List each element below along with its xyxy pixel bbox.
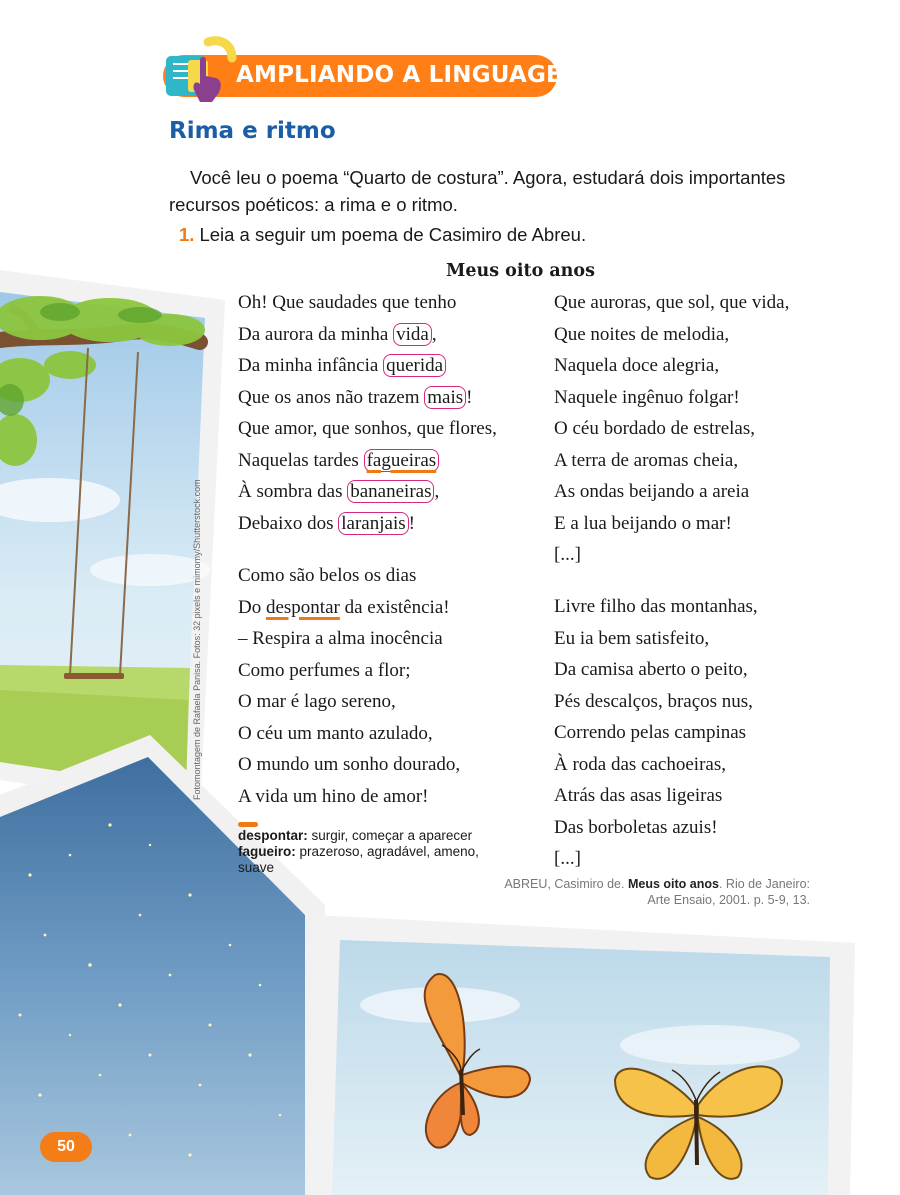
poem-line: Que amor, que sonhos, que flores, (238, 418, 497, 439)
poem-line: Que auroras, que sol, que vida, (554, 292, 790, 313)
poem-line: O mar é lago sereno, (238, 691, 396, 712)
glossary-word-despontar: despontar (265, 596, 340, 618)
poem-line: Naquelas tardes fagueiras (238, 445, 497, 477)
poem-line: E a lua beijando o mar! (554, 512, 732, 534)
poem-line: Da aurora da minha vida , (238, 323, 437, 345)
poem-line: O céu um manto azulado, (238, 722, 433, 744)
poem-stanza-2 (238, 560, 460, 812)
poem-line: Da camisa aberto o peito, (554, 659, 748, 680)
poem-line: Da minha infância querida (238, 350, 497, 382)
poem-line: O céu bordado de estrelas, (554, 418, 756, 439)
poem-line: Oh! Que saudades que tenho (238, 292, 457, 313)
poem-line: Debaixo dos laranjais ! (238, 512, 415, 534)
poem-line: As ondas beijando a areia (554, 481, 750, 502)
question-text: Leia a seguir um poema de Casimiro de Abreu. (199, 224, 587, 245)
poem-line: [...] (554, 848, 581, 869)
glossary-marker (238, 822, 258, 827)
poem-line: Do despontar da existência! (238, 596, 450, 618)
poem-line: Eu ia bem satisfeito, (554, 627, 710, 649)
glossary-entry-despontar: despontar: surgir, começar a aparecer (238, 828, 473, 843)
rhyme-word-querida: querida (383, 354, 446, 377)
rhyme-word-laranjais: laranjais (338, 512, 408, 535)
photo-credit: Fotomontagem de Rafaela Panisa. Fotos: 32 pixels e mimomy/Shutterstock.com (192, 479, 202, 800)
rhyme-word-fagueiras: fagueiras (364, 449, 440, 472)
page-number: 50 (40, 1132, 92, 1162)
poem-stanza-4 (554, 591, 758, 875)
poem-line: O mundo um sonho dourado, (238, 754, 461, 775)
poem-stanza-3 (554, 287, 789, 571)
poem-title: Meus oito anos (446, 261, 595, 281)
poem-line: Das borboletas azuis! (554, 816, 718, 838)
poem-line: Naquela doce alegria, (554, 355, 720, 376)
question-1 (179, 224, 586, 246)
poem-line: Que os anos não trazem mais ! (238, 386, 473, 408)
source-credit: ABREU, Casimiro de. Meus oito anos. Rio de Janeiro: Arte Ensaio, 2001. p. 5-9, 13. (504, 877, 810, 907)
rhyme-word-bananeiras: bananeiras (347, 480, 434, 503)
intro-paragraph: Você leu o poema “Quarto de costura”. Agora, estudará dois importantes recursos poéticos: a rima e o ritmo. (169, 167, 786, 215)
book-hand-icon (160, 30, 240, 110)
poem-line: À roda das cachoeiras, (554, 753, 726, 775)
poem-line: [...] (554, 544, 581, 565)
poem-line: Pés descalços, braços nus, (554, 690, 753, 712)
glossary-entry-fagueiro: fagueiro: prazeroso, agradável, ameno, suave (238, 844, 479, 875)
poem-line: Naquele ingênuo folgar! (554, 386, 740, 408)
banner-title: AMPLIANDO A LINGUAGEM (236, 62, 586, 88)
glossary (238, 822, 488, 876)
poem-line: À sombra das bananeiras , (238, 481, 440, 502)
poem-line: Atrás das asas ligeiras (554, 785, 723, 806)
poem-stanza-1 (238, 287, 497, 539)
poem-line: Como perfumes a flor; (238, 659, 411, 681)
rhyme-word-mais: mais (424, 386, 466, 409)
rhyme-word-vida: vida (393, 323, 432, 346)
question-number: 1. (179, 224, 195, 245)
poem-line: Livre filho das montanhas, (554, 596, 758, 617)
poem-line: Como são belos os dias (238, 565, 417, 586)
poem-line: Que noites de melodia, (554, 323, 730, 345)
poem-line: A terra de aromas cheia, (554, 449, 739, 471)
poem-line: Correndo pelas campinas (554, 722, 747, 743)
poem-line: – Respira a alma inocência (238, 628, 443, 649)
section-title: Rima e ritmo (169, 118, 336, 144)
butterflies-illustration (310, 915, 855, 1195)
poem-line: A vida um hino de amor! (238, 785, 429, 807)
